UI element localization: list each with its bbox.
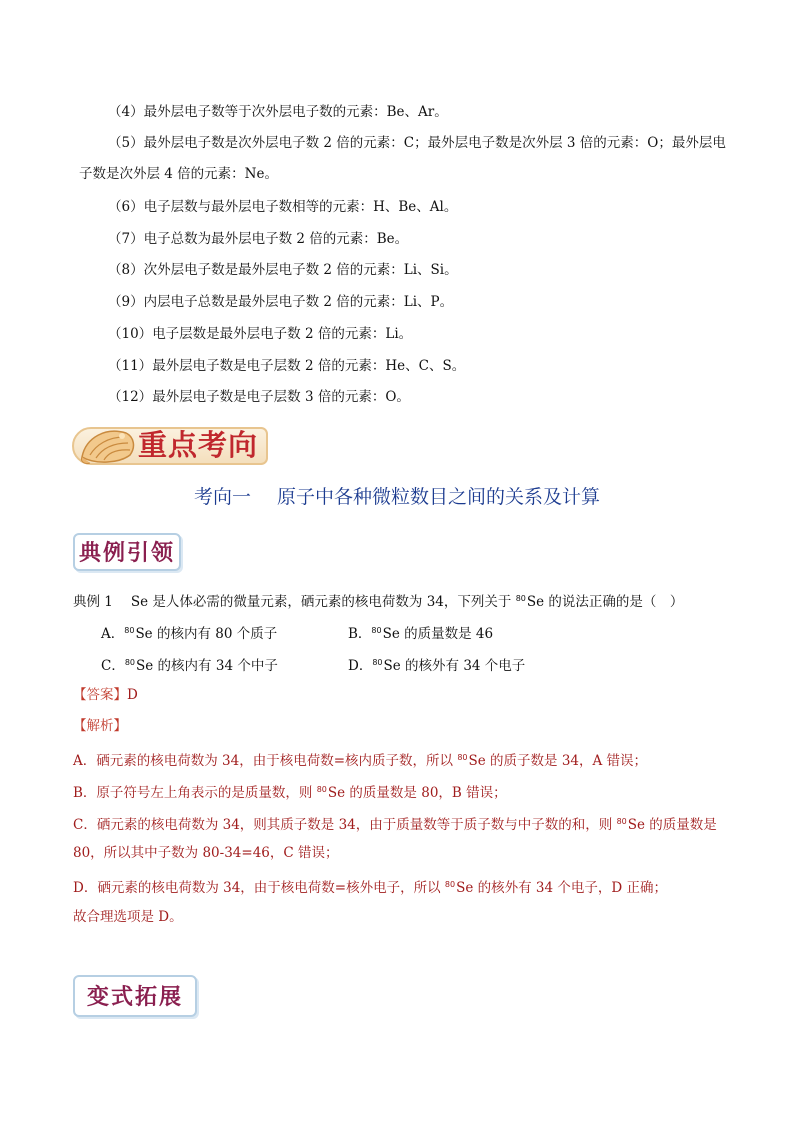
answer-line (73, 686, 138, 704)
analysis-a: A．硒元素的核电荷数为 34，由于核电荷数=核内质子数，所以 $^{80}$Se 的质子数是 34，A 错误； (73, 753, 648, 769)
analysis-b: B．原子符号左上角表示的是质量数，则 $^{80}$Se 的质量数是 80，B 错误； (73, 785, 507, 801)
analysis-c-continued: 80，所以其中子数为 80-34=46，C 错误； (73, 845, 339, 861)
analysis-d: D．硒元素的核电荷数为 34，由于核电荷数=核外电子，所以 $^{80}$Se 的核外有 34 个电子，D 正确； (73, 880, 667, 896)
rule-6: （6）电子层数与最外层电子数相等的元素：H、Be、Al。 (108, 199, 458, 215)
variant-label-box (73, 975, 197, 1017)
analysis-c: C．硒元素的核电荷数为 34，则其质子数是 34，由于质量数等于质子数与中子数的和，则 $^{80}$Se 的质量数是 (73, 817, 717, 833)
rule-8: （8）次外层电子数是最外层电子数 2 倍的元素：Li、Si。 (108, 262, 458, 278)
key-direction-banner (72, 423, 268, 469)
banner-title: 重点考向 (138, 428, 259, 462)
rule-10: （10）电子层数是最外层电子数 2 倍的元素：Li。 (108, 326, 413, 342)
example-label: 典例引领 (78, 540, 175, 566)
option-d: D．$^{80}$Se 的核外有 34 个电子 (348, 658, 526, 674)
rule-11: （11）最外层电子数是电子层数 2 倍的元素：He、C、S。 (108, 358, 466, 374)
example-stem: 典例 1 Se 是人体必需的微量元素，硒元素的核电荷数为 34，下列关于 $^{80}$Se 的说法正确的是（ ） (73, 594, 684, 610)
option-c: C．$^{80}$Se 的核内有 34 个中子 (101, 658, 278, 674)
answer-value: D (127, 687, 138, 703)
rule-9: （9）内层电子总数是最外层电子数 2 倍的元素：Li、P。 (108, 294, 454, 310)
seashell-icon (76, 423, 140, 469)
example-label-box (73, 533, 181, 571)
rule-5: （5）最外层电子数是次外层电子数 2 倍的元素：C；最外层电子数是次外层 3 倍的元素：O；最外层电 (108, 135, 726, 151)
option-b: B．$^{80}$Se 的质量数是 46 (348, 626, 494, 642)
answer-label: 【答案】 (73, 687, 127, 703)
variant-label: 变式拓展 (86, 984, 183, 1010)
rule-4: （4）最外层电子数等于次外层电子数的元素：Be、Ar。 (108, 104, 448, 120)
rule-7: （7）电子总数为最外层电子数 2 倍的元素：Be。 (108, 231, 409, 247)
analysis-conclusion: 故合理选项是 D。 (73, 909, 183, 925)
section-title: 考向一 原子中各种微粒数目之间的关系及计算 (193, 486, 601, 508)
rule-12: （12）最外层电子数是电子层数 3 倍的元素：O。 (108, 389, 410, 405)
analysis-label: 【解析】 (73, 718, 127, 734)
option-a: A．$^{80}$Se 的核内有 80 个质子 (101, 626, 278, 642)
rule-5-continued: 子数是次外层 4 倍的元素：Ne。 (79, 166, 278, 182)
